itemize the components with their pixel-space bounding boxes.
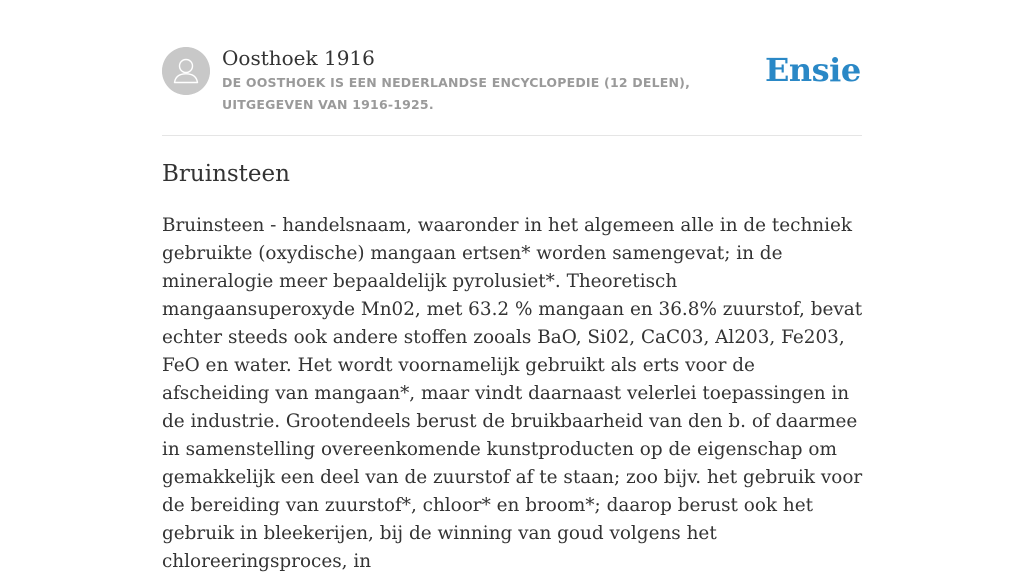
source-header xyxy=(162,0,862,136)
article-title: Bruinsteen xyxy=(162,161,290,187)
avatar[interactable] xyxy=(162,47,210,95)
article-body: Bruinsteen - handelsnaam, waaronder in het algemeen alle in de techniek gebruikte (oxydische) mangaan ertsen* worden samengevat; in de mineralogie meer bepaaldelijk pyrolusiet*. Theoretisch mangaansuperoxyde Mn02, met 63.2 % mangaan en 36.8% zuurstof, bevat echter steeds ook andere stoffen zooals BaO, Si02, CaC03, Al203, Fe203, FeO en water. Het wordt voornamelijk gebruikt als erts voor de afscheiding van mangaan*, maar vindt daarnaast velerlei toepassingen in de industrie. Grootendeels berust de bruikbaarheid van den b. of daarmee in samenstelling overeenkomende kunstproducten op de eigenschap om gemakkelijk een deel van de zuurstof af te staan; zoo bijv. het gebruik voor de bereiding van zuurstof*, chloor* en broom*; daarop berust ook het gebruik in bleekerijen, bij de winning van goud volgens het chloreeringsproces, in xyxy=(162,215,863,572)
ensie-logo[interactable]: Ensie xyxy=(765,51,861,89)
source-name[interactable]: Oosthoek 1916 xyxy=(222,46,375,70)
page-container xyxy=(162,0,863,572)
source-description: DE OOSTHOEK IS EEN NEDERLANDSE ENCYCLOPEDIE (12 DELEN), UITGEGEVEN VAN 1916-1925. xyxy=(222,75,691,112)
user-icon xyxy=(162,47,210,95)
